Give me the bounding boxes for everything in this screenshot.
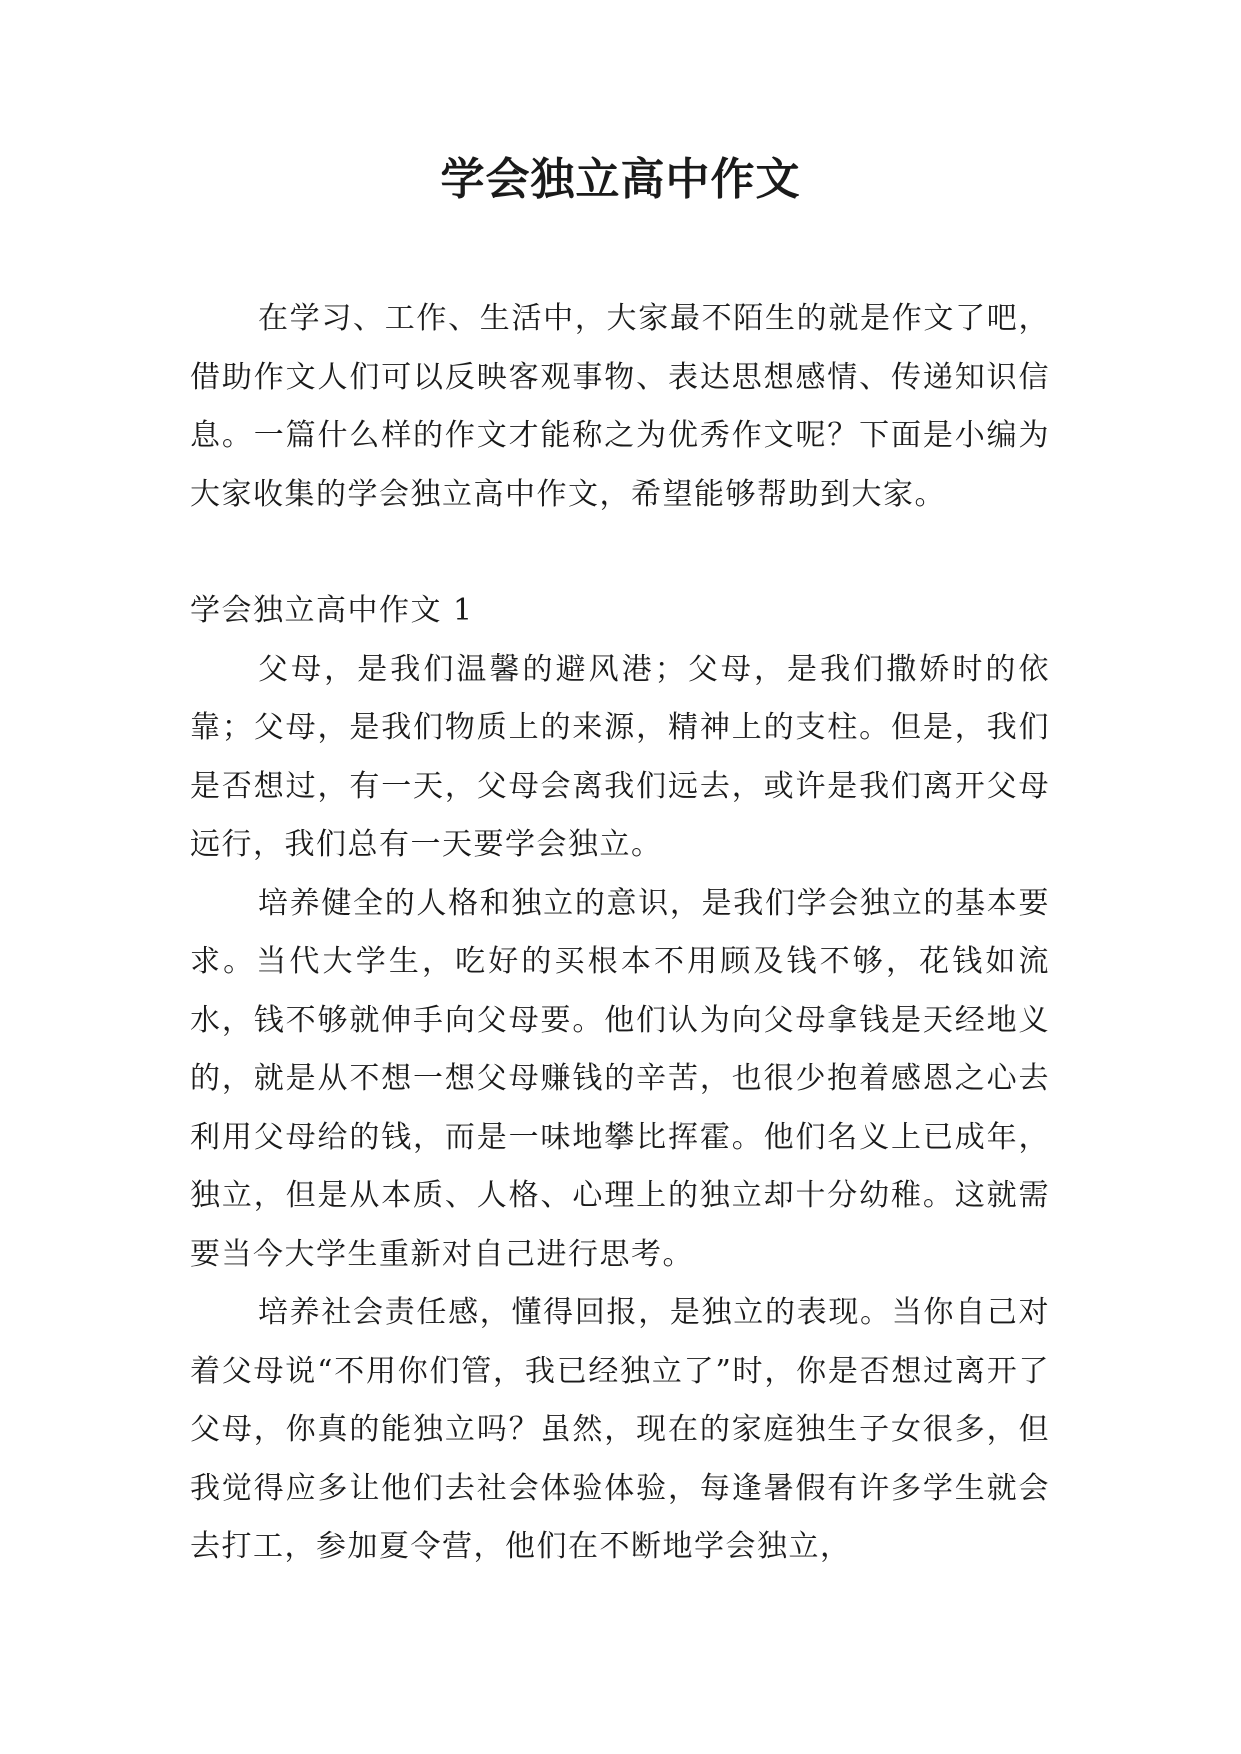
body-paragraph-3: 培养社会责任感，懂得回报，是独立的表现。当你自己对着父母说“不用你们管，我已经独立了”时，你是否想过离开了父母，你真的能独立吗？虽然，现在的家庭独生子女很多，但我觉得应多让他们去社会体验体验，每逢暑假有许多学生就会去打工，参加夏令营，他们在不断地学会独立， <box>190 1295 1050 1564</box>
document-body <box>190 290 1050 1577</box>
intro-paragraph: 在学习、工作、生活中，大家最不陌生的就是作文了吧，借助作文人们可以反映客观事物、表达思想感情、传递知识信息。一篇什么样的作文才能称之为优秀作文呢？下面是小编为大家收集的学会独立高中作文，希望能够帮助到大家。 <box>190 301 1050 512</box>
document-title: 学会独立高中作文 <box>440 154 801 205</box>
section-heading: 学会独立高中作文 1 <box>190 593 474 628</box>
body-paragraph-2: 培养健全的人格和独立的意识，是我们学会独立的基本要求。当代大学生，吃好的买根本不用顾及钱不够，花钱如流水，钱不够就伸手向父母要。他们认为向父母拿钱是天经地义的，就是从不想一想父母赚钱的辛苦，也很少抱着感恩之心去利用父母给的钱，而是一味地攀比挥霍。他们名义上已成年，独立，但是从本质、人格、心理上的独立却十分幼稚。这就需要当今大学生重新对自己进行思考。 <box>190 885 1050 1272</box>
body-paragraph-1: 父母，是我们温馨的避风港；父母，是我们撒娇时的依靠；父母，是我们物质上的来源，精神上的支柱。但是，我们是否想过，有一天，父母会离我们远去，或许是我们离开父母远行，我们总有一天要学会独立。 <box>190 651 1050 862</box>
